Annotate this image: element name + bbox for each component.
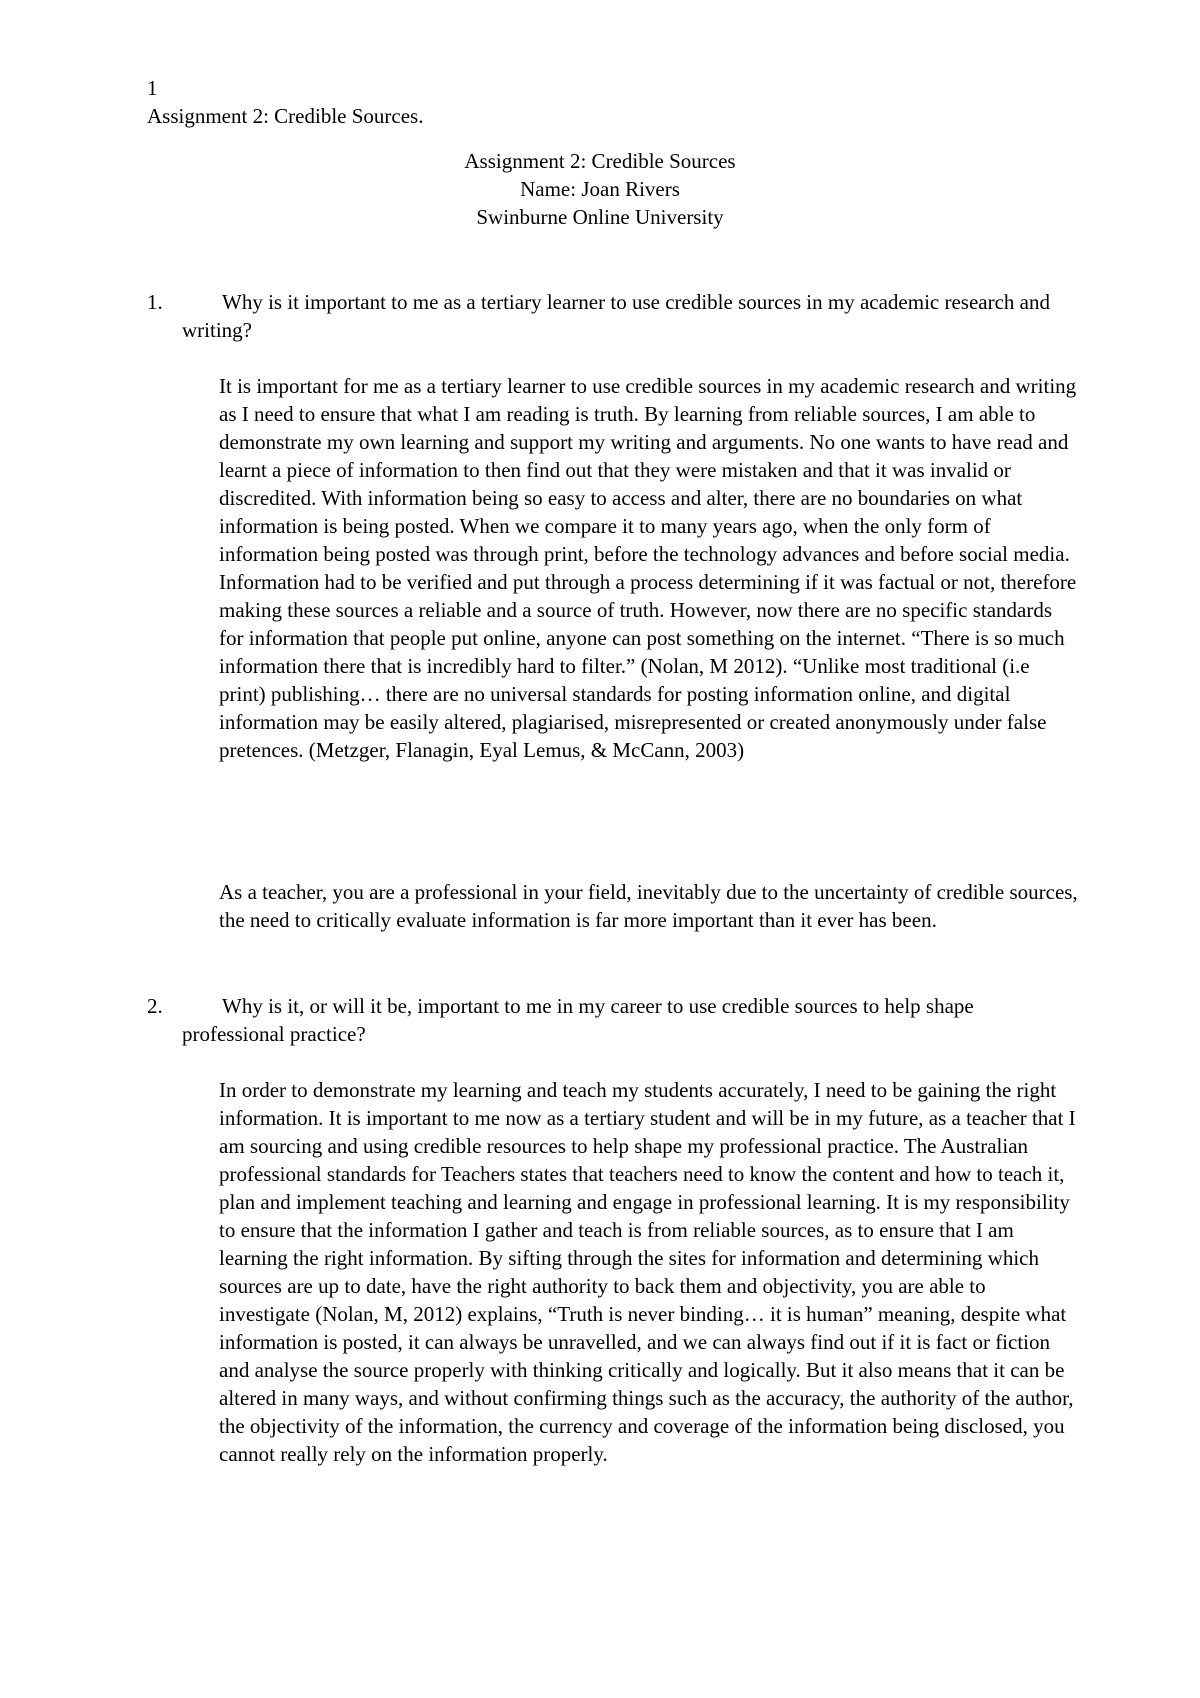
institution: Swinburne Online University: [476, 205, 724, 229]
document-title: Assignment 2: Credible Sources: [464, 149, 736, 173]
question-1-number: 1.: [147, 290, 163, 314]
question-2-text: Why is it, or will it be, important to me in my career to use credible sources to help shape professional practice?: [182, 994, 974, 1046]
question-2: [147, 992, 1077, 1048]
question-1-text: Why is it important to me as a tertiary learner to use credible sources in my academic research and writing?: [182, 290, 1051, 342]
author-name: Name: Joan Rivers: [520, 177, 680, 201]
page-number: 1: [147, 76, 158, 100]
running-title: Assignment 2: Credible Sources.: [147, 104, 424, 128]
question-1: [147, 288, 1077, 344]
answer-1-paragraph-2: As a teacher, you are a professional in your field, inevitably due to the uncertainty of credible sources, the need to critically evaluate information is far more important than it ever has been.: [219, 880, 1078, 932]
page-header: [147, 74, 423, 130]
question-2-number: 2.: [147, 994, 163, 1018]
title-block: [0, 147, 1200, 231]
answer-1-paragraph-1: It is important for me as a tertiary learner to use credible sources in my academic research and writing as I need to ensure that what I am reading is truth. By learning from reliable sources, I am able to demonstrate my own learning and support my writing and arguments. No one wants to have read and learnt a piece of information to then find out that they were mistaken and that it was invalid or discredited. With information being so easy to access and alter, there are no boundaries on what information is being posted. When we compare it to many years ago, when the only form of information being posted was through print, before the technology advances and before social media. Information had to be verified and put through a process determining if it was factual or not, therefore making these sources a reliable and a source of truth. However, now there are no specific standards for information that people put online, anyone can post something on the internet. “There is so much information there that is incredibly hard to filter.” (Nolan, M 2012). “Unlike most traditional (i.e print) publishing… there are no universal standards for posting information online, and digital information may be easily altered, plagiarised, misrepresented or created anonymously under false pretences. (Metzger, Flanagin, Eyal Lemus, & McCann, 2003): [219, 374, 1077, 762]
answer-2-paragraph-1: In order to demonstrate my learning and teach my students accurately, I need to be gaining the right information. It is important to me now as a tertiary student and will be in my future, as a teacher that I am sourcing and using credible resources to help shape my professional practice. The Australian professional standards for Teachers states that teachers need to know the content and how to teach it, plan and implement teaching and learning and engage in professional learning. It is my responsibility to ensure that the information I gather and teach is from reliable sources, as to ensure that I am learning the right information. By sifting through the sites for information and determining which sources are up to date, have the right authority to back them and objectivity, you are able to investigate (Nolan, M, 2012) explains, “Truth is never binding… it is human” meaning, despite what information is posted, it can always be unravelled, and we can always find out if it is fact or fiction and analyse the source properly with thinking critically and logically. But it also means that it can be altered in many ways, and without confirming things such as the accuracy, the authority of the author, the objectivity of the information, the currency and coverage of the information being disclosed, you cannot really rely on the information properly.: [219, 1078, 1076, 1466]
